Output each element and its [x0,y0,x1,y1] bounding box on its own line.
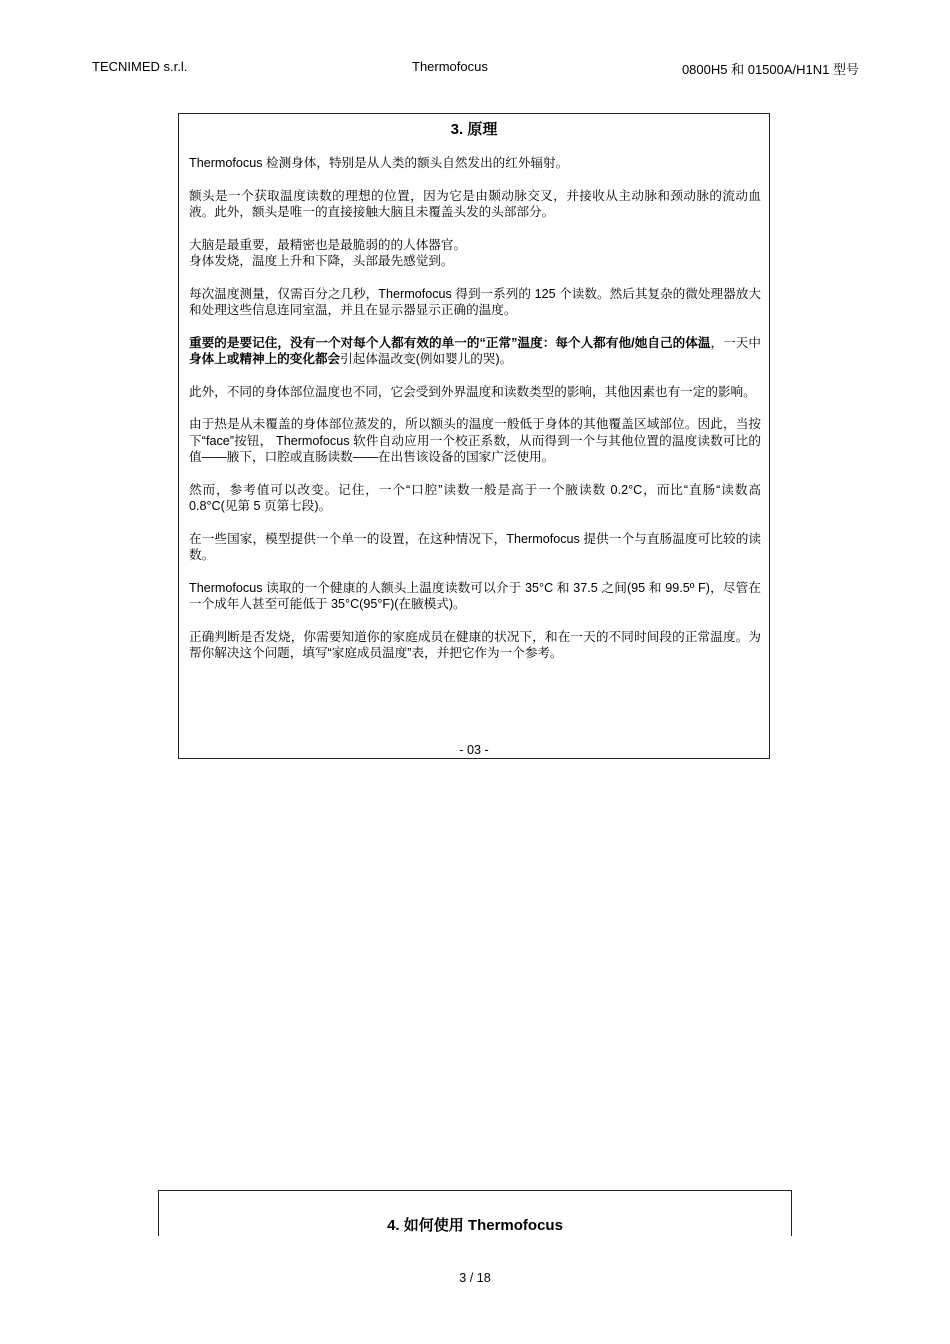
paragraph-important [189,335,761,368]
section-principle-title: 3. 原理 [450,121,498,138]
bold-text: 重要的是要记住，没有一个对每个人都有效的单一的“正常”温度：每个人都有他/她自己的体温 [189,335,711,350]
paragraph: 在一些国家，模型提供一个单一的设置，在这种情况下，Thermofocus 提供一个与直肠温度可比较的读数。 [189,531,761,562]
header-product: Thermofocus [412,59,488,74]
box-page-number: - 03 - [459,743,489,757]
section-principle-body [189,155,761,678]
paragraph: 由于热是从未覆盖的身体部位蒸发的，所以额头的温度一般低于身体的其他覆盖区域部位。因此，当按下“face”按钮， Thermofocus 软件自动应用一个校正系数，从而得到一个与其他位置的温度读数可比的值——腋下，口腔或直肠读数——在出售该设备的国家广泛使用。 [189,417,761,464]
paragraph-line: 大脑是最重要，最精密也是最脆弱的的人体器官。 [189,237,467,252]
bold-text: 身体上或精神上的变化都会 [189,352,341,366]
paragraph: 正确判断是否发烧，你需要知道你的家庭成员在健康的状况下，和在一天的不同时间段的正常温度。为帮你解决这个问题，填写“家庭成员温度”表，并把它作为一个参考。 [189,629,761,660]
paragraph [189,237,761,270]
section-how-to-use-box [158,1190,792,1236]
paragraph: Thermofocus 读取的一个健康的人额头上温度读数可以介于 35°C 和 37.5 之间(95 和 99.5º F)，尽管在一个成年人甚至可能低于 35°C(95°F)(在腋模式)。 [189,580,761,611]
paragraph: 每次温度测量，仅需百分之几秒，Thermofocus 得到一系列的 125 个读数。然后其复杂的微处理器放大和处理这些信息连同室温，并且在显示器显示正确的温度。 [189,286,761,317]
page-number: 3 / 18 [459,1271,491,1285]
plain-text: 引起体温改变(例如婴儿的哭)。 [340,352,513,366]
section-how-to-use-title: 4. 如何使用 Thermofocus [387,1217,563,1234]
paragraph: 此外，不同的身体部位温度也不同，它会受到外界温度和读数类型的影响，其他因素也有一定的影响。 [189,384,756,399]
paragraph: 然而，参考值可以改变。记住，一个“口腔”读数一般是高于一个腋读数 0.2°C，而比“直肠“读数高 0.8°C(见第 5 页第七段)。 [189,482,761,513]
section-principle-box [178,113,770,759]
paragraph-line: 身体发烧，温度上升和下降，头部最先感觉到。 [189,254,454,268]
header-company: TECNIMED s.r.l. [92,59,188,74]
paragraph: 额头是一个获取温度读数的理想的位置，因为它是由颞动脉交叉，并接收从主动脉和颈动脉的流动血液。此外，额头是唯一的直接接触大脑且未覆盖头发的头部部分。 [189,188,761,219]
plain-text: ，一天中 [710,335,762,350]
header-model: 0800H5 和 01500A/H1N1 型号 [681,62,859,77]
paragraph: Thermofocus 检测身体，特别是从人类的额头自然发出的红外辐射。 [189,156,569,170]
